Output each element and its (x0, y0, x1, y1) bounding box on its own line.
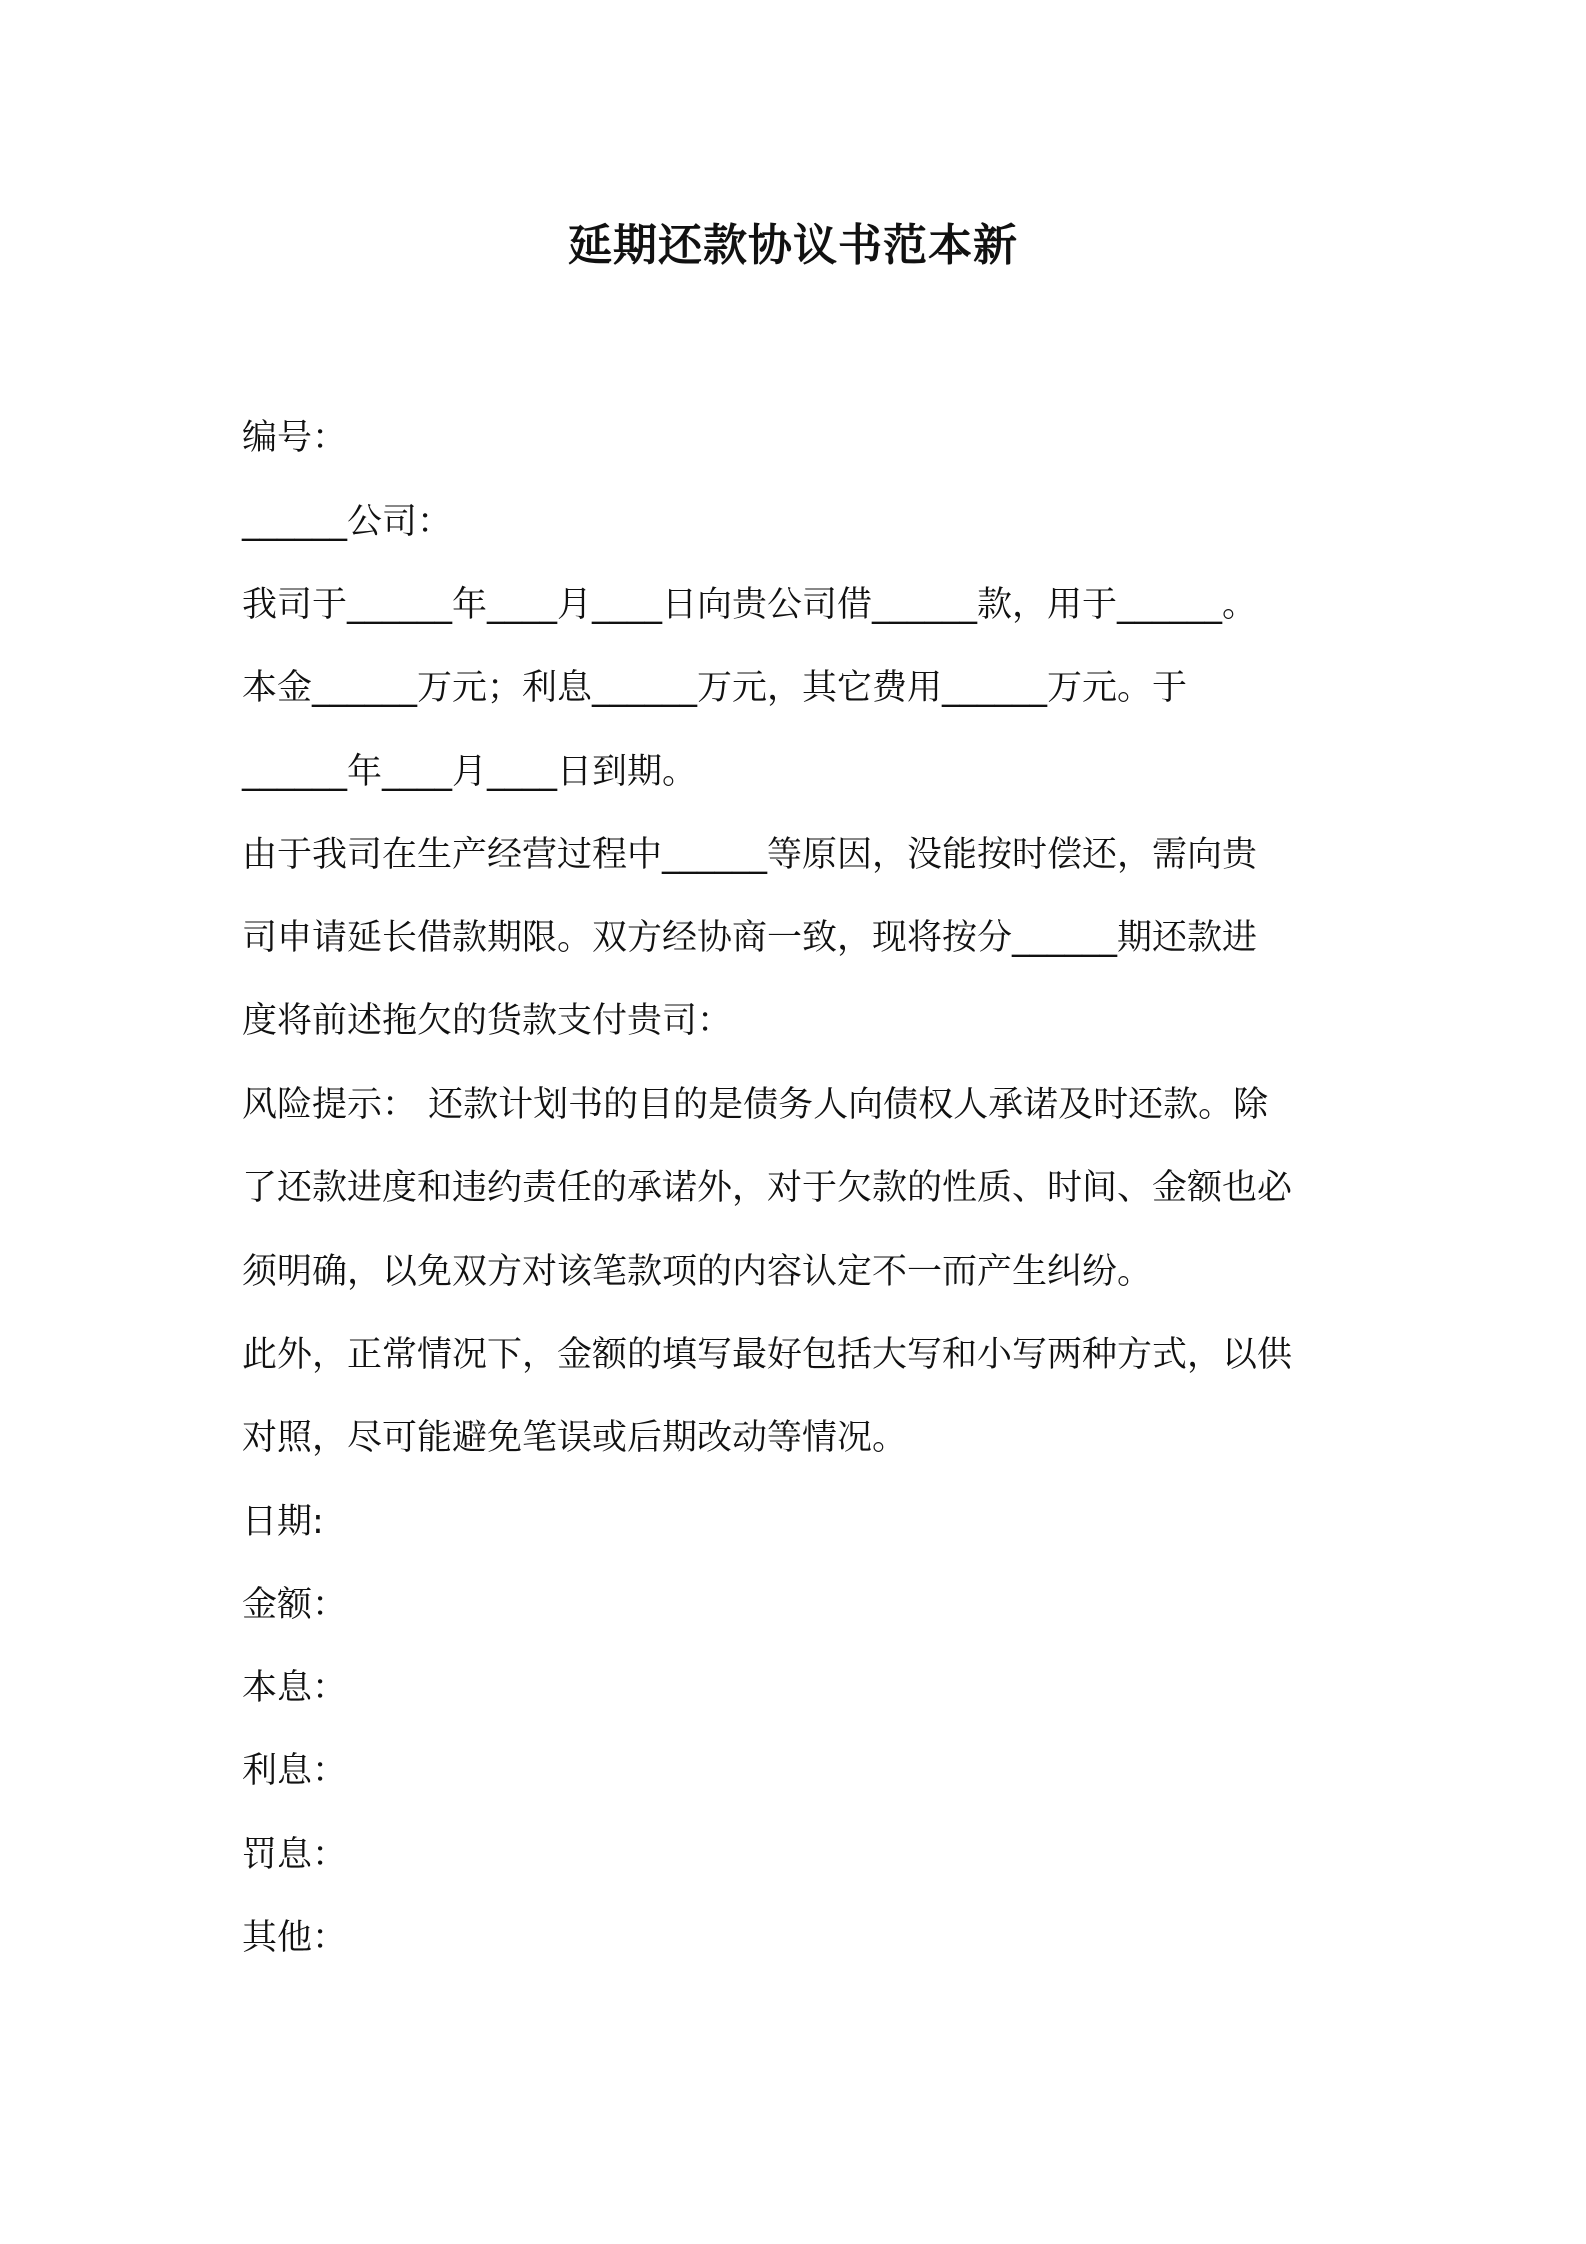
risk-notice-line: 了还款进度和违约责任的承诺外，对于欠款的性质、时间、金额也必 (242, 1168, 1293, 1208)
addressee-company: ______公司： (242, 502, 453, 542)
paragraph-line: 司申请延长借款期限。双方经协商一致，现将按分______期还款进 (242, 918, 1258, 958)
risk-notice-line: 须明确，以免双方对该笔款项的内容认定不一而产生纠纷。 (242, 1252, 1153, 1292)
field-serial-number: 编号： (242, 418, 348, 458)
field-principal-interest: 本息： (242, 1668, 348, 1708)
field-other: 其他： (242, 1918, 348, 1958)
risk-notice-line: 对照，尽可能避免笔误或后期改动等情况。 (242, 1418, 908, 1458)
field-amount: 金额： (242, 1585, 348, 1625)
field-date: 日期: (242, 1502, 324, 1542)
field-interest: 利息： (242, 1751, 348, 1791)
risk-notice-line: 此外，正常情况下，金额的填写最好包括大写和小写两种方式，以供 (242, 1335, 1293, 1375)
document-title: 延期还款协议书范本新 (568, 220, 1018, 271)
field-penalty-interest: 罚息： (242, 1835, 348, 1875)
paragraph-line: 由于我司在生产经营过程中______等原因，没能按时偿还，需向贵 (242, 835, 1258, 875)
paragraph-line: 度将前述拖欠的货款支付贵司： (242, 1001, 733, 1041)
paragraph-line: 我司于______年____月____日向贵公司借______款，用于______。 (242, 585, 1258, 625)
paragraph-line: 本金______万元；利息______万元，其它费用______万元。于 (242, 668, 1188, 708)
risk-notice-line: 风险提示： 还款计划书的目的是债务人向债权人承诺及时还款。除 (242, 1085, 1269, 1125)
paragraph-line: ______年____月____日到期。 (242, 752, 698, 792)
